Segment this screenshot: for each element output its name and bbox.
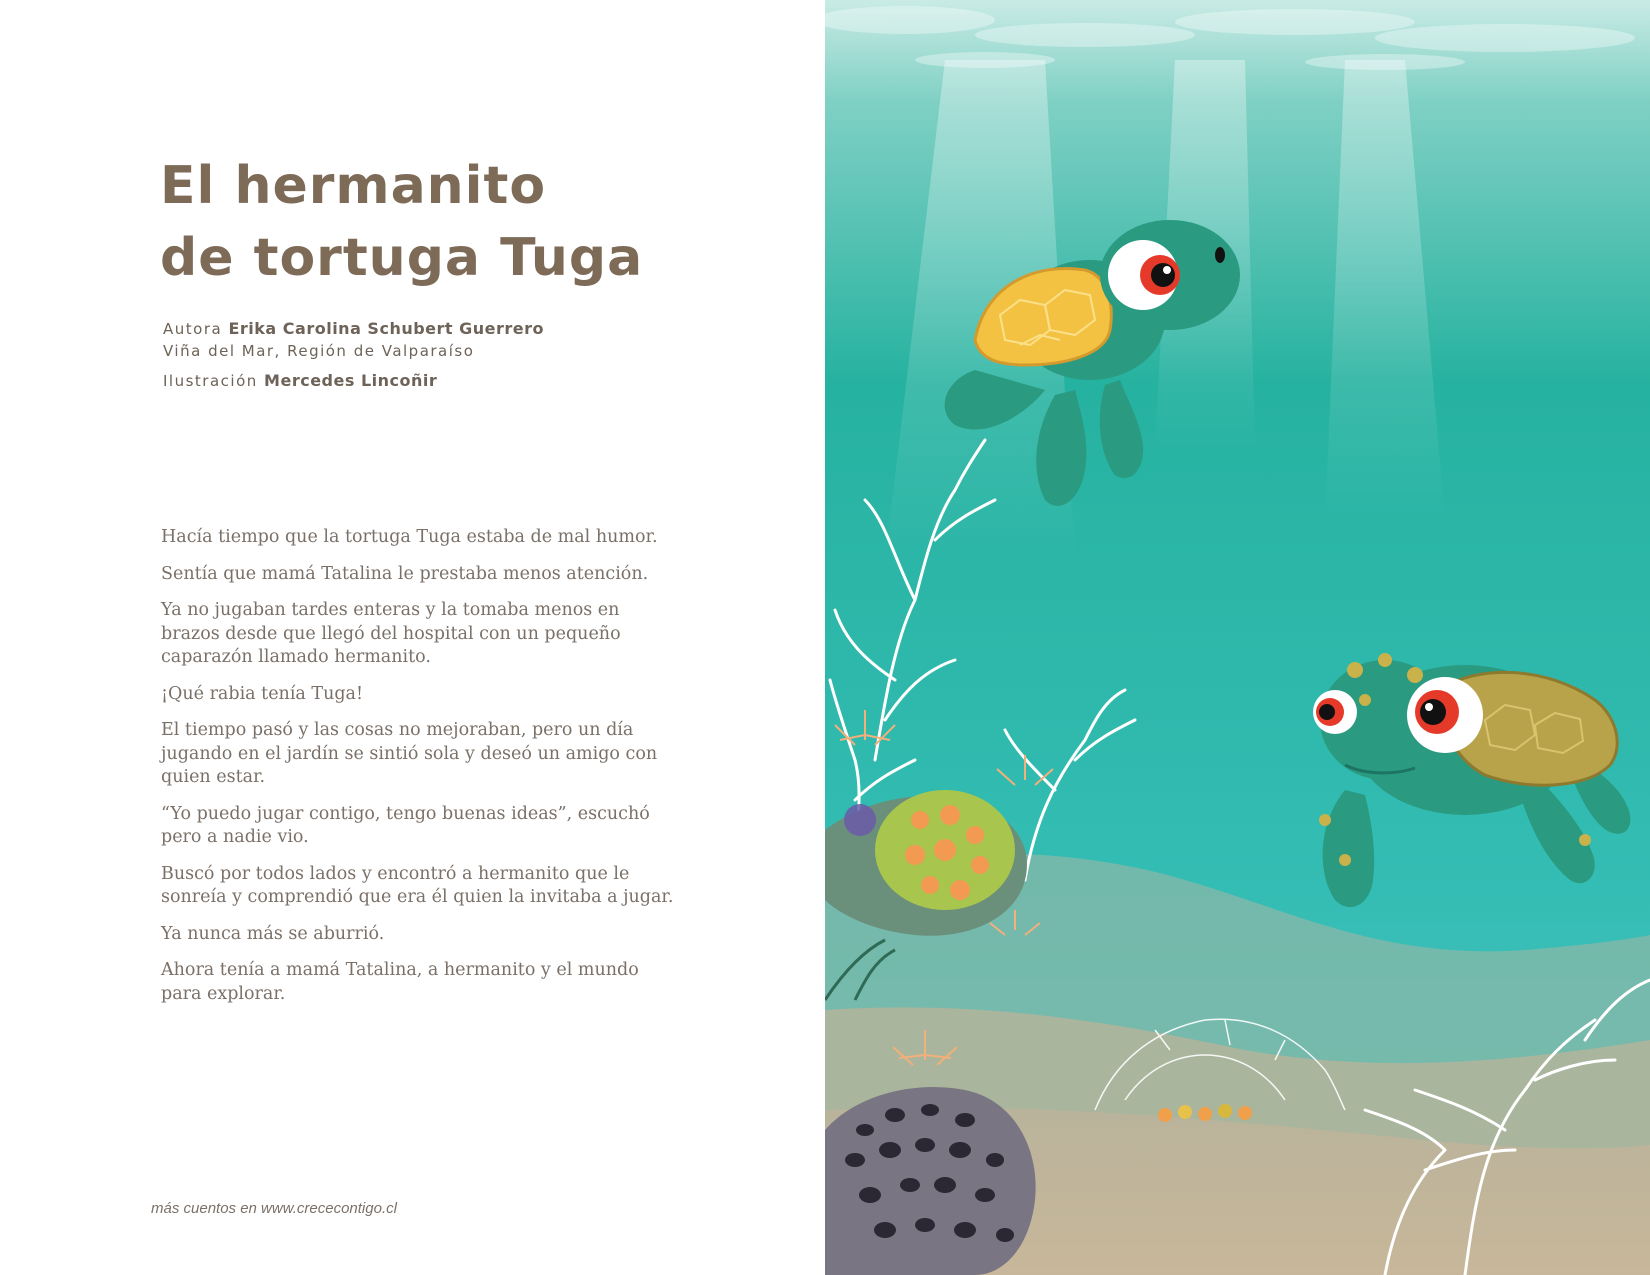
story-paragraph: El tiempo pasó y las cosas no mejoraban, pero un día jugando en el jardín se sintió sola y deseó un amigo con quien estar.: [161, 720, 658, 787]
author-location: Viña del Mar, Región de Valparaíso: [163, 342, 475, 360]
credits: [163, 318, 544, 392]
footer-link-text: más cuentos en www.crececontigo.cl: [151, 1200, 397, 1217]
story-paragraph: ¡Qué rabia tenía Tuga!: [161, 683, 364, 704]
illustrator-row: [163, 370, 544, 392]
story-text: [161, 526, 681, 1019]
story-paragraph: “Yo puedo jugar contigo, tengo buenas ideas”, escuchó pero a nadie vio.: [161, 803, 650, 847]
story-paragraph: Ya no jugaban tardes enteras y la tomaba menos en brazos desde que llegó del hospital con un pequeño caparazón llamado hermanito.: [161, 600, 621, 667]
page-title: [160, 150, 643, 294]
story-paragraph: Buscó por todos lados y encontró a hermanito que le sonreía y comprendió que era él quien la invitaba a jugar.: [161, 863, 674, 907]
underwater-illustration: [825, 0, 1650, 1275]
rock-icon: [825, 1087, 1036, 1275]
title-line-2: de tortuga Tuga: [160, 228, 644, 288]
story-paragraph: Ya nunca más se aburrió.: [161, 923, 385, 944]
author-label: Autora: [163, 320, 223, 338]
illustrator-name: Mercedes Lincoñir: [264, 371, 438, 390]
story-paragraph: Hacía tiempo que la tortuga Tuga estaba de mal humor.: [161, 527, 658, 547]
story-paragraph: Ahora tenía a mamá Tatalina, a hermanito y el mundo para explorar.: [161, 960, 639, 1004]
author-name: Erika Carolina Schubert Guerrero: [228, 319, 545, 338]
illustration-label: Ilustración: [163, 372, 258, 390]
title-line-1: El hermanito: [160, 156, 547, 216]
story-paragraph: Sentía que mamá Tatalina le prestaba menos atención.: [161, 563, 649, 584]
illustration-page: [825, 0, 1650, 1275]
author-row: [163, 318, 544, 340]
